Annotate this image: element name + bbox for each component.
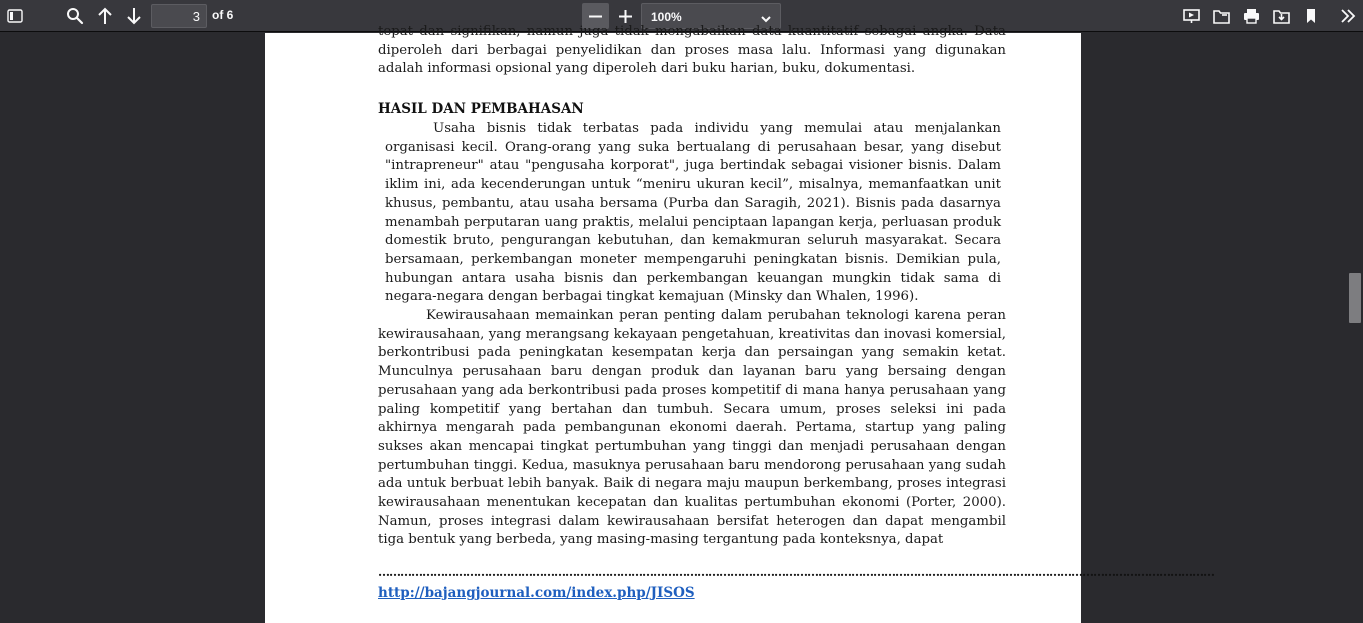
- scrollbar-thumb[interactable]: [1349, 273, 1361, 323]
- open-file-icon: [1213, 9, 1230, 24]
- previous-page-button[interactable]: [92, 3, 118, 29]
- page-count-label: of 6: [212, 8, 234, 22]
- print-button[interactable]: [1238, 3, 1264, 29]
- sidebar-toggle-icon: [7, 9, 23, 23]
- print-icon: [1243, 8, 1260, 24]
- page-number-input[interactable]: [151, 4, 207, 28]
- presentation-mode-button[interactable]: [1178, 3, 1204, 29]
- sidebar-toggle-button[interactable]: [2, 3, 28, 29]
- tools-menu-button[interactable]: [1335, 3, 1361, 29]
- pdf-page: [265, 24, 1214, 623]
- double-chevron-right-icon: [1340, 9, 1356, 23]
- next-page-button[interactable]: [121, 3, 147, 29]
- vertical-scrollbar[interactable]: [1347, 33, 1363, 617]
- journal-footer-link[interactable]: http://bajangjournal.com/index.php/JISOS: [378, 585, 695, 601]
- arrow-up-icon: [97, 7, 113, 25]
- arrow-down-icon: [126, 7, 142, 25]
- body-paragraph-1: [385, 120, 1001, 307]
- open-file-button[interactable]: [1208, 3, 1234, 29]
- search-icon: [66, 7, 84, 25]
- bookmark-button[interactable]: [1298, 3, 1324, 29]
- previous-paragraph-text: tepat dan signifikan, namun juga tidak mengabaikan data kuantitatif sebagai angka. Data diperoleh dari berbagai penyelidikan dan proses masa lalu. Informasi yang digunakan adalah informasi opsional yang diperoleh dari buku harian, buku, dokumentasi.: [378, 24, 1006, 77]
- presentation-icon: [1183, 8, 1200, 24]
- footer-dotted-rule: …………………………………………………………………………………………………………………………………………………………………………………………………………: [378, 565, 1214, 579]
- body-paragraph-2: [378, 307, 1006, 550]
- save-button[interactable]: [1268, 3, 1294, 29]
- plus-icon: [618, 9, 633, 24]
- paragraph-1-text: Usaha bisnis tidak terbatas pada individu yang memulai atau menjalankan organisasi kecil. Orang-orang yang suka bertualang di perusahaan besar, yang disebut "intrapreneur" atau "pengusaha korporat", juga bertindak sebagai visioner bisnis. Dalam iklim ini, ada kecenderungan untuk “meniru ukuran kecil”, misalnya, memanfaatkan unit khusus, pembantu, atau usaha bersama (Purba dan Saragih, 2021). Bisnis pada dasarnya menambah perputaran uang praktis, melalui penciptaan lapangan kerja, perluasan produk domestik bruto, pengurangan kebutuhan, dan kemakmuran seluruh masyarakat. Secara bersamaan, perkembangan moneter mempengaruhi peningkatan bisnis. Demikian pula, hubungan antara usaha bisnis dan perkembangan keuangan mungkin tidak sama di negara-negara dengan berbagai tingkat kemajuan (Minsky dan Whalen, 1996).: [385, 121, 1001, 305]
- section-heading: HASIL DAN PEMBAHASAN: [378, 101, 584, 117]
- bookmark-icon: [1305, 8, 1317, 24]
- save-icon: [1273, 9, 1290, 24]
- zoom-value: 100%: [651, 10, 682, 24]
- previous-paragraph-end: [378, 23, 1006, 79]
- paragraph-2-text: Kewirausahaan memainkan peran penting dalam perubahan teknologi karena peran kewirausahaan, yang merangsang kekayaan pengetahuan, kreativitas dan inovasi komersial, berkontribusi pada peningkatan kesempatan kerja dan persaingan yang semakin ketat. Munculnya perusahaan baru dengan produk dan layanan baru yang bersaing dengan perusahaan yang ada berkontribusi pada proses kompetitif di mana hanya perusahaan yang paling kompetitif yang bertahan dan tumbuh. Secara umum, proses seleksi ini pada akhirnya mengarah pada pembangunan ekonomi daerah. Pertama, startup yang paling sukses akan mencapai tingkat pertumbuhan yang tinggi dan menjadi perusahaan dengan pertumbuhan tinggi. Kedua, masuknya perusahaan baru mendorong perusahaan yang sudah ada untuk berbuat lebih banyak. Baik di negara maju maupun berkembang, proses integrasi kewirausahaan menentukan kecepatan dan kualitas pertumbuhan ekonomi (Porter, 2000). Namun, proses integrasi dalam kewirausahaan bersifat heterogen dan dapat mengambil tiga bentuk yang berbeda, yang masing-masing tergantung pada konteksnya, dapat: [378, 308, 1006, 548]
- find-button[interactable]: [62, 3, 88, 29]
